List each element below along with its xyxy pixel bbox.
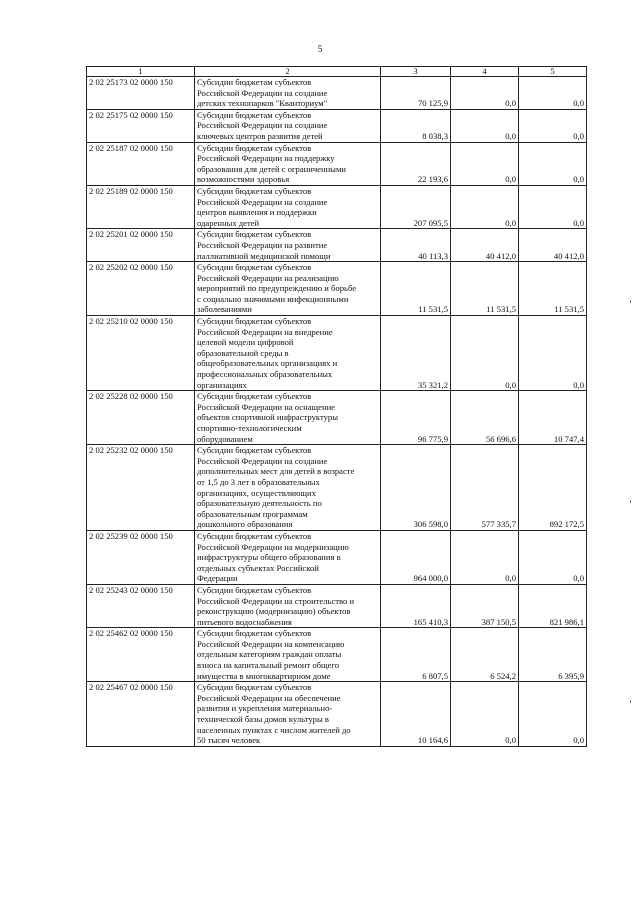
- description-line: технической базы домов культуры в: [197, 714, 329, 725]
- budget-code-cell: 2 02 25189 02 0000 150: [87, 185, 195, 228]
- description-line: от 1,5 до 3 лет в образовательных: [197, 476, 320, 487]
- description-cell: [195, 316, 381, 391]
- description-line: образовательным программам: [197, 508, 308, 519]
- description-line: взноса на капитальный ремонт общего: [197, 660, 340, 671]
- description-cell: [195, 628, 381, 682]
- description-line: Субсидии бюджетам субъектов: [197, 391, 312, 402]
- budget-code-cell: 2 02 25228 02 0000 150: [87, 391, 195, 445]
- description-line: питьевого водоснабжения: [197, 616, 292, 627]
- description-line: Субсидии бюджетам субъектов: [197, 77, 312, 87]
- description-line: профессиональных образовательных: [197, 369, 333, 380]
- description-line: образовательную деятельность по: [197, 498, 322, 509]
- description-line: Российской Федерации на создание: [197, 196, 328, 207]
- description-line: Российской Федерации на модернизацию: [197, 541, 349, 552]
- description-cell: [195, 185, 381, 228]
- description-line: спортивно-технологическим: [197, 423, 302, 433]
- description-line: ключевых центров развития детей: [197, 130, 323, 141]
- header-row: [87, 67, 587, 77]
- amount-cell-col4: 11 531,5: [451, 262, 519, 316]
- amount-cell-col4: 0,0: [451, 316, 519, 391]
- amount-cell-col3: 11 531,5: [381, 262, 451, 316]
- description-line: отдельных субъектах Российской: [197, 562, 319, 573]
- amount-cell-col4: 0,0: [451, 530, 519, 584]
- description-line: Субсидии бюджетам субъектов: [197, 185, 312, 196]
- description-line: Субсидии бюджетам субъектов: [197, 530, 312, 541]
- description-line: населенных пунктах с числом жителей до: [197, 724, 351, 735]
- description-line: Субсидии бюджетам субъектов: [197, 682, 312, 693]
- description-line: Российской Федерации на создание: [197, 455, 328, 466]
- table-row: [87, 530, 587, 584]
- table-row: [87, 185, 587, 228]
- amount-cell-col4: 0,0: [451, 109, 519, 142]
- description-line: образовательной среды в: [197, 347, 289, 358]
- description-line: мероприятий по предупреждению и борьбе: [197, 283, 357, 294]
- amount-cell-col3: 96 775,9: [381, 391, 451, 445]
- table-row: [87, 682, 587, 747]
- description-line: дошкольного образования: [197, 519, 293, 530]
- description-line: Субсидии бюджетам субъектов: [197, 628, 312, 639]
- amount-cell-col4: 0,0: [451, 185, 519, 228]
- description-line: центров выявления и поддержки: [197, 207, 317, 218]
- page-number: 5: [317, 44, 323, 54]
- budget-code-cell: 2 02 25175 02 0000 150: [87, 109, 195, 142]
- description-line: детских технопарков "Кванториум": [197, 98, 328, 109]
- description-cell: [195, 584, 381, 627]
- description-line: паллиативной медицинской помощи: [197, 250, 331, 261]
- amount-cell-col3: 306 598,0: [381, 445, 451, 531]
- amount-cell-col4: 40 412,0: [451, 229, 519, 262]
- amount-cell-col4: 387 150,5: [451, 584, 519, 627]
- table-row: [87, 262, 587, 316]
- column-header-5: 5: [519, 67, 587, 77]
- budget-code-cell: 2 02 25201 02 0000 150: [87, 229, 195, 262]
- description-line: организациях: [197, 379, 247, 390]
- description-line: Российской Федерации на создание: [197, 87, 328, 98]
- amount-cell-col4: 0,0: [451, 682, 519, 747]
- description-line: развития и укрепления материально-: [197, 703, 333, 714]
- description-line: Российской Федерации на обеспечение: [197, 692, 341, 703]
- description-line: Российской Федерации на развитие: [197, 239, 328, 250]
- table-body: [87, 77, 587, 747]
- description-line: заболеваниями: [197, 304, 252, 315]
- table-row: [87, 77, 587, 110]
- description-line: Субсидии бюджетам субъектов: [197, 109, 312, 120]
- column-header-3: 3: [381, 67, 451, 77]
- description-line: Субсидии бюджетам субъектов: [197, 316, 312, 327]
- description-line: Российской Федерации на создание: [197, 120, 328, 131]
- amount-cell-col4: 577 335,7: [451, 445, 519, 531]
- amount-cell-col4: 6 524,2: [451, 628, 519, 682]
- description-cell: [195, 445, 381, 531]
- budget-code-cell: 2 02 25239 02 0000 150: [87, 530, 195, 584]
- description-cell: [195, 77, 381, 110]
- description-cell: [195, 391, 381, 445]
- amount-cell-col4: 0,0: [451, 142, 519, 185]
- description-line: Российской Федерации на строительство и: [197, 595, 355, 606]
- table-row: [87, 584, 587, 627]
- amount-cell-col5: 40 412,0: [519, 229, 587, 262]
- amount-cell-col5: 0,0: [519, 77, 587, 110]
- description-line: одаренных детей: [197, 217, 260, 228]
- budget-code-cell: 2 02 25232 02 0000 150: [87, 445, 195, 531]
- budget-table: [86, 66, 587, 747]
- amount-cell-col5: 0,0: [519, 682, 587, 747]
- description-line: инфраструктуры общего образования в: [197, 552, 341, 563]
- budget-code-cell: 2 02 25187 02 0000 150: [87, 142, 195, 185]
- budget-code-cell: 2 02 25173 02 0000 150: [87, 77, 195, 110]
- description-line: целевой модели цифровой: [197, 337, 294, 348]
- description-line: дополнительных мест для детей в возрасте: [197, 466, 355, 477]
- margin-mark: [630, 700, 631, 703]
- description-line: Российской Федерации на внедрение: [197, 326, 333, 337]
- budget-code-cell: 2 02 25202 02 0000 150: [87, 262, 195, 316]
- amount-cell-col3: 22 193,6: [381, 142, 451, 185]
- amount-cell-col5: 6 395,9: [519, 628, 587, 682]
- budget-code-cell: 2 02 25243 02 0000 150: [87, 584, 195, 627]
- description-line: 50 тысяч человек: [197, 735, 261, 746]
- table-row: [87, 628, 587, 682]
- budget-code-cell: 2 02 25462 02 0000 150: [87, 628, 195, 682]
- amount-cell-col5: 892 172,5: [519, 445, 587, 531]
- amount-cell-col5: 0,0: [519, 142, 587, 185]
- amount-cell-col5: 11 531,5: [519, 262, 587, 316]
- amount-cell-col3: 10 164,6: [381, 682, 451, 747]
- amount-cell-col5: 0,0: [519, 316, 587, 391]
- description-line: оборудованием: [197, 433, 253, 444]
- table-row: [87, 229, 587, 262]
- margin-mark: [630, 500, 631, 503]
- description-cell: [195, 142, 381, 185]
- description-line: реконструкцию (модернизацию) объектов: [197, 606, 351, 617]
- description-cell: [195, 262, 381, 316]
- table-row: [87, 316, 587, 391]
- description-line: общеобразовательных организациях и: [197, 358, 338, 369]
- amount-cell-col3: 40 113,3: [381, 229, 451, 262]
- description-cell: [195, 530, 381, 584]
- budget-code-cell: 2 02 25467 02 0000 150: [87, 682, 195, 747]
- column-header-2: 2: [195, 67, 381, 77]
- amount-cell-col4: 56 696,6: [451, 391, 519, 445]
- amount-cell-col3: 207 095,5: [381, 185, 451, 228]
- amount-cell-col3: 165 410,3: [381, 584, 451, 627]
- description-line: Субсидии бюджетам субъектов: [197, 142, 312, 153]
- table-row: [87, 142, 587, 185]
- description-line: объектов спортивной инфраструктуры: [197, 412, 338, 423]
- amount-cell-col5: 0,0: [519, 185, 587, 228]
- column-header-1: 1: [87, 67, 195, 77]
- column-header-4: 4: [451, 67, 519, 77]
- amount-cell-col3: 35 321,2: [381, 316, 451, 391]
- description-line: Российской Федерации на поддержку: [197, 153, 335, 164]
- description-line: имущества в многоквартирном доме: [197, 670, 331, 681]
- table-row: [87, 391, 587, 445]
- description-cell: [195, 109, 381, 142]
- description-line: организациях, осуществляющих: [197, 487, 316, 498]
- amount-cell-col5: 10 747,4: [519, 391, 587, 445]
- description-cell: [195, 229, 381, 262]
- amount-cell-col3: 964 000,0: [381, 530, 451, 584]
- description-line: Российской Федерации на компенсацию: [197, 638, 345, 649]
- description-cell: [195, 682, 381, 747]
- description-line: Субсидии бюджетам субъектов: [197, 445, 312, 456]
- amount-cell-col5: 0,0: [519, 109, 587, 142]
- margin-mark: [630, 300, 631, 303]
- table-row: [87, 445, 587, 531]
- budget-code-cell: 2 02 25210 02 0000 150: [87, 316, 195, 391]
- description-line: Субсидии бюджетам субъектов: [197, 229, 312, 240]
- description-line: Субсидии бюджетам субъектов: [197, 262, 312, 273]
- description-line: Федерации: [197, 573, 238, 584]
- amount-cell-col5: 0,0: [519, 530, 587, 584]
- amount-cell-col5: 821 986,1: [519, 584, 587, 627]
- amount-cell-col4: 0,0: [451, 77, 519, 110]
- description-line: отдельным категориям граждан оплаты: [197, 649, 342, 660]
- amount-cell-col3: 8 038,3: [381, 109, 451, 142]
- amount-cell-col3: 6 807,5: [381, 628, 451, 682]
- description-line: Российской Федерации на реализацию: [197, 272, 339, 283]
- amount-cell-col3: 70 125,9: [381, 77, 451, 110]
- table-row: [87, 109, 587, 142]
- description-line: возможностями здоровья: [197, 174, 290, 185]
- description-line: Российской Федерации на оснащение: [197, 401, 335, 412]
- description-line: Субсидии бюджетам субъектов: [197, 584, 312, 595]
- description-line: образования для детей с ограниченными: [197, 163, 346, 174]
- description-line: с социально значимыми инфекционными: [197, 293, 349, 304]
